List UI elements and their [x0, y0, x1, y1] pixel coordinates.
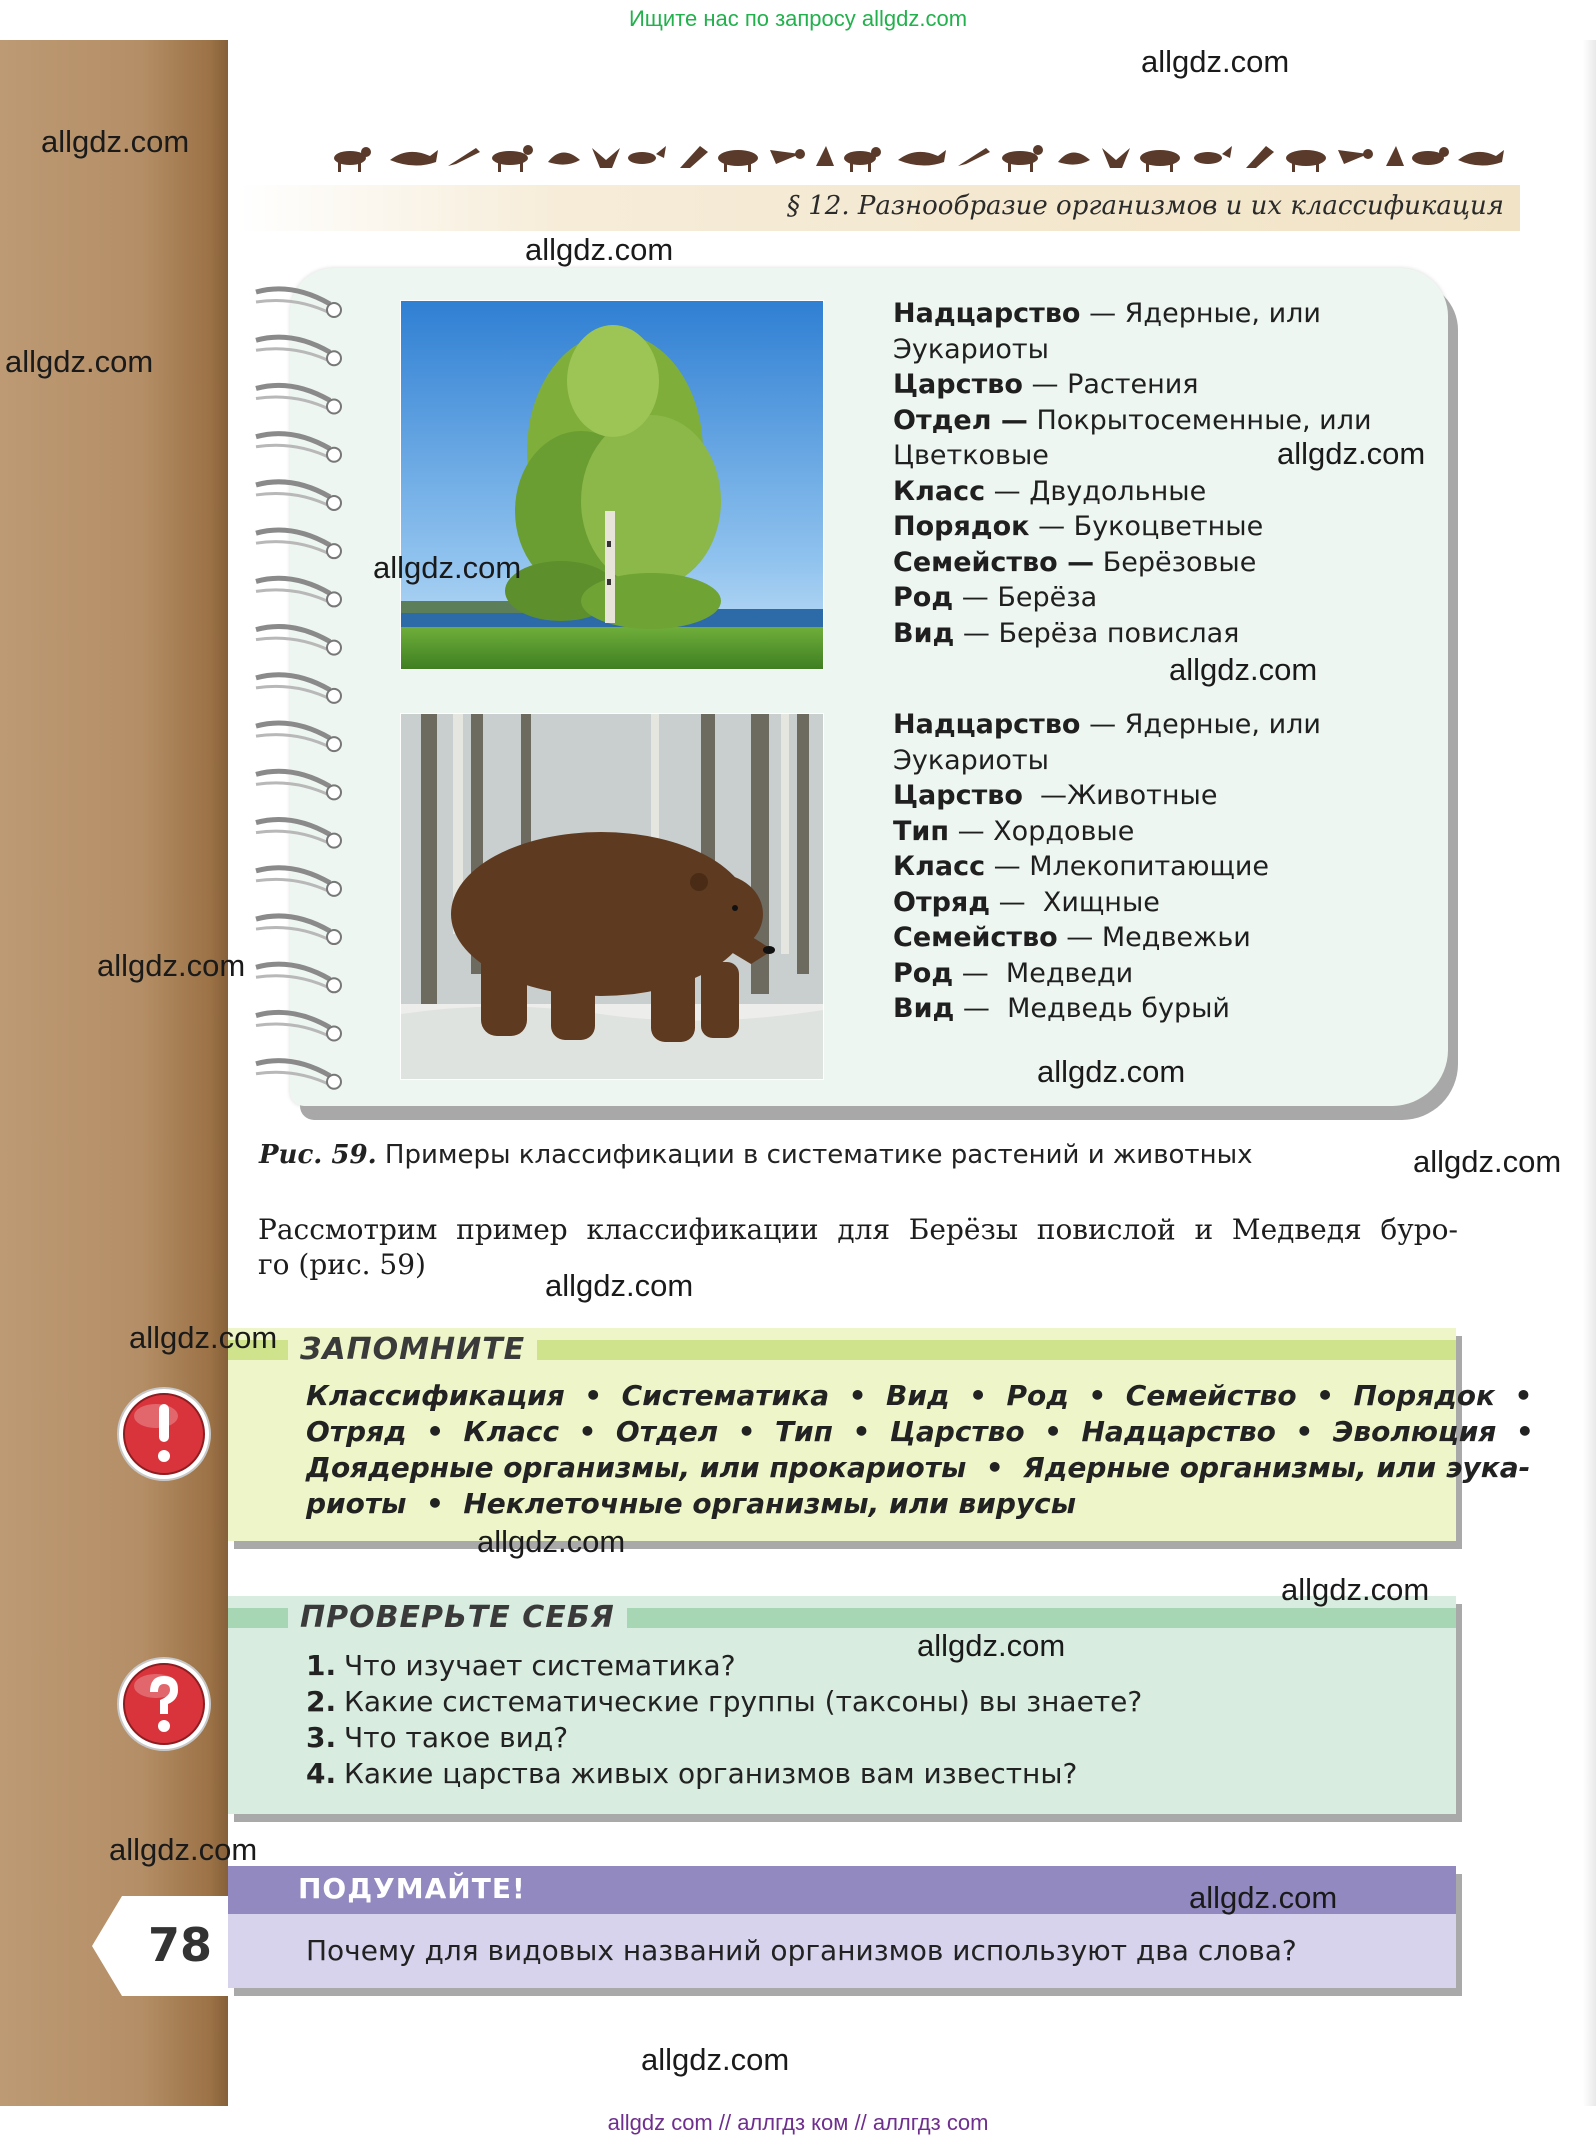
remember-title: ЗАПОМНИТЕ — [288, 1328, 537, 1372]
watermark: allgdz.com — [525, 232, 674, 267]
binding-ring — [256, 868, 341, 896]
question-text: Какие царства живых организмов вам известны? — [344, 1757, 1078, 1790]
taxon-value: Ядерные, или — [1124, 298, 1321, 329]
watermark: allgdz.com — [477, 1524, 626, 1559]
think-question: Почему для видовых названий организмов используют два слова? — [306, 1934, 1297, 1967]
taxon-value: Эукариоты — [893, 333, 1049, 365]
watermark: allgdz.com — [97, 948, 246, 983]
taxon-value: Растения — [1067, 369, 1199, 400]
remember-line: риоты • Неклеточные организмы, или вирусы — [306, 1487, 1077, 1520]
watermark: allgdz.com — [1141, 44, 1290, 79]
watermark: allgdz.com — [41, 124, 190, 159]
binding-ring — [256, 289, 341, 317]
top-search-banner[interactable]: Ищите нас по запросу allgdz.com — [628, 6, 968, 31]
question-item — [306, 1720, 1142, 1756]
taxon-separator: — — [1022, 780, 1068, 811]
question-text: Что изучает систематика? — [344, 1649, 736, 1682]
taxon-row — [893, 545, 1372, 581]
question-text: Что такое вид? — [344, 1721, 569, 1754]
watermark: allgdz.com — [1189, 1880, 1338, 1915]
taxon-value: Цветковые — [893, 440, 1049, 471]
taxon-rank: Семейство — [893, 922, 1058, 953]
binding-ring — [256, 1012, 341, 1040]
page-edge — [1583, 40, 1596, 2106]
check-questions — [306, 1648, 1142, 1792]
taxon-row — [893, 616, 1372, 652]
binding-ring — [256, 482, 341, 510]
taxon-row — [893, 778, 1321, 814]
bear-classification-list — [893, 707, 1321, 1027]
taxon-rank: Тип — [893, 815, 949, 847]
animal-silhouettes-strip — [330, 132, 1520, 178]
remember-line: Классификация • Систематика • Вид • Род • Семейство • Порядок • — [306, 1379, 1533, 1412]
watermark: allgdz.com — [1169, 652, 1318, 687]
taxon-separator: — — [1057, 922, 1102, 953]
taxon-row — [893, 367, 1372, 403]
taxon-rank: Вид — [893, 617, 955, 649]
taxon-value: Хордовые — [993, 815, 1135, 847]
check-yourself-box — [228, 1596, 1456, 1814]
taxon-value: Животные — [1067, 780, 1218, 811]
brown-bear-photo — [400, 713, 824, 1080]
binding-ring — [256, 964, 341, 992]
question-number: 3. — [306, 1721, 337, 1754]
taxon-row — [893, 580, 1372, 616]
taxon-separator: — — [1080, 709, 1125, 740]
paragraph-line-1: Рассмотрим пример классификации для Берёзы повислой и Медведя буро- — [258, 1213, 1458, 1246]
binding-ring — [256, 385, 341, 413]
think-title: ПОДУМАЙТЕ! — [298, 1872, 526, 1905]
taxon-row — [893, 296, 1372, 332]
taxon-separator — [1028, 405, 1037, 436]
taxon-value: Медвежьи — [1101, 922, 1251, 953]
taxon-row — [893, 814, 1321, 850]
question-text: Какие систематические группы (таксоны) вы знаете? — [344, 1685, 1143, 1718]
taxon-separator: — — [1029, 511, 1074, 542]
watermark: allgdz.com — [373, 550, 522, 585]
remember-box — [228, 1328, 1534, 1541]
binding-ring — [256, 627, 341, 655]
taxon-value: Покрытосеменные, или — [1036, 404, 1372, 436]
taxon-separator: — — [954, 993, 1008, 1024]
watermark: allgdz.com — [1413, 1144, 1562, 1179]
taxon-row — [893, 885, 1321, 921]
question-icon — [116, 1656, 212, 1752]
taxon-rank: Род — [893, 957, 954, 989]
watermark: allgdz.com — [641, 2042, 790, 2077]
taxon-separator: — — [953, 957, 1006, 989]
check-title: ПРОВЕРЬТЕ СЕБЯ — [288, 1596, 627, 1640]
taxon-value: Берёза повислая — [998, 617, 1240, 649]
watermark: allgdz.com — [129, 1320, 278, 1355]
taxon-row — [893, 509, 1372, 545]
question-item — [306, 1756, 1142, 1792]
taxon-separator: — — [954, 617, 999, 649]
question-number: 4. — [306, 1757, 337, 1790]
binding-ring — [256, 337, 341, 365]
binding-ring — [256, 578, 341, 606]
taxon-value: Ядерные, или — [1124, 709, 1321, 740]
taxon-rank: Семейство — — [893, 546, 1095, 578]
footer-links[interactable]: allgdz com // аллгдз ком // аллгдз com — [607, 2110, 989, 2135]
taxon-value: Хищные — [1042, 886, 1160, 918]
figure-label: Рис. 59. — [259, 1140, 377, 1170]
taxon-row — [893, 743, 1321, 779]
binding-ring — [256, 1061, 341, 1089]
binding-ring — [256, 819, 341, 847]
spiral-binding-rings — [252, 278, 348, 1098]
taxon-value: Медведи — [1005, 957, 1134, 989]
section-header-bar — [238, 185, 1520, 231]
remember-line: Отряд • Класс • Отдел • Тип • Царство • Надцарство • Эволюция • — [306, 1415, 1534, 1448]
question-number: 2. — [306, 1685, 337, 1718]
binding-ring — [256, 675, 341, 703]
taxon-row — [893, 474, 1372, 510]
taxon-rank: Класс — [893, 475, 986, 507]
binding-ring — [256, 434, 341, 462]
taxon-rank: Вид — [893, 993, 955, 1024]
watermark: allgdz.com — [1277, 436, 1426, 471]
binding-ring — [256, 530, 341, 558]
taxon-rank: Отряд — [893, 886, 991, 918]
taxon-separator: — — [1022, 369, 1068, 400]
taxon-separator: — — [953, 582, 998, 613]
paragraph-line-2: го (рис. 59) — [258, 1248, 426, 1281]
taxon-separator: — — [1080, 298, 1125, 329]
section-title: § 12. Разнообразие организмов и их классификация — [786, 191, 1504, 221]
taxon-rank: Отдел — — [893, 404, 1028, 436]
taxon-rank: Царство — [893, 780, 1023, 811]
taxon-rank: Царство — [893, 369, 1023, 400]
page-number: 78 — [148, 1918, 213, 1972]
taxon-row — [893, 332, 1372, 368]
taxon-value: Эукариоты — [893, 744, 1049, 776]
taxon-separator: — — [985, 475, 1030, 507]
birch-tree-photo — [400, 300, 824, 670]
taxon-separator: — — [990, 886, 1043, 918]
taxon-value: Двудольные — [1029, 475, 1207, 507]
taxon-separator — [1094, 547, 1103, 578]
taxon-separator: — — [949, 815, 994, 847]
taxon-row — [893, 707, 1321, 743]
birch-classification-list — [893, 296, 1372, 651]
watermark: allgdz.com — [5, 344, 154, 379]
taxon-row — [893, 991, 1321, 1027]
taxon-row — [893, 920, 1321, 956]
watermark: allgdz.com — [109, 1832, 258, 1867]
exclamation-icon — [116, 1386, 212, 1482]
binding-ring — [256, 916, 341, 944]
watermark: allgdz.com — [1037, 1054, 1186, 1089]
taxon-value: Букоцветные — [1073, 511, 1264, 542]
taxon-value: Берёза — [997, 582, 1098, 613]
remember-terms — [306, 1378, 1534, 1522]
taxon-value: Медведь бурый — [1007, 993, 1230, 1024]
question-number: 1. — [306, 1649, 337, 1682]
watermark: allgdz.com — [917, 1628, 1066, 1663]
taxon-value: Берёзовые — [1102, 546, 1257, 578]
watermark: allgdz.com — [545, 1268, 694, 1303]
taxon-row — [893, 849, 1321, 885]
taxon-rank: Надцарство — [893, 709, 1081, 740]
watermark: allgdz.com — [1281, 1572, 1430, 1607]
taxon-rank: Род — [893, 582, 954, 613]
taxon-row — [893, 956, 1321, 992]
taxon-separator: — — [985, 851, 1030, 882]
figure-caption-text: Примеры классификации в систематике растений и животных — [376, 1140, 1253, 1170]
taxon-value: Млекопитающие — [1029, 851, 1270, 882]
body-paragraph — [258, 1212, 1458, 1282]
binding-ring — [256, 771, 341, 799]
figure-caption — [259, 1140, 1253, 1170]
taxon-rank: Порядок — [893, 511, 1030, 542]
taxon-rank: Надцарство — [893, 298, 1081, 329]
question-item — [306, 1684, 1142, 1720]
taxon-row — [893, 403, 1372, 439]
binding-ring — [256, 723, 341, 751]
taxon-rank: Класс — [893, 851, 986, 882]
remember-line: Доядерные организмы, или прокариоты • Ядерные организмы, или эука- — [306, 1451, 1531, 1484]
